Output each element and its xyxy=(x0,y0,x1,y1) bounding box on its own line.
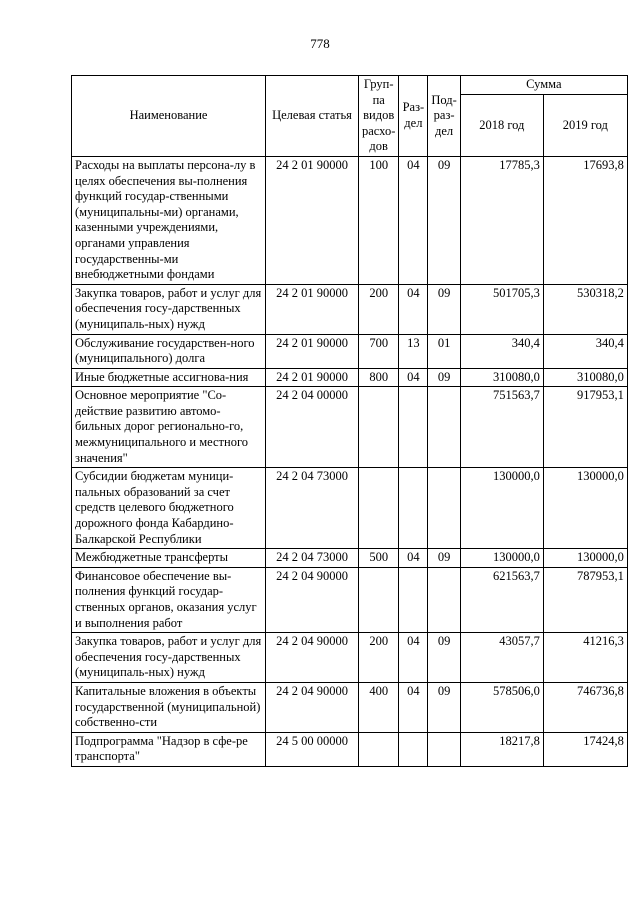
row-name-cell: Финансовое обеспечение вы-полнения функций государ-ственных органов, оказания услуг и выполнения работ xyxy=(72,567,266,632)
row-2019-cell: 787953,1 xyxy=(543,567,627,632)
row-target-cell: 24 2 01 90000 xyxy=(266,156,359,284)
table-row xyxy=(72,387,628,468)
row-2019-cell: 746736,8 xyxy=(543,682,627,732)
row-2019-cell: 130000,0 xyxy=(543,468,627,549)
header-section: Раз-дел xyxy=(399,76,428,157)
header-sum: Сумма xyxy=(460,76,627,95)
table-row xyxy=(72,334,628,368)
row-2018-cell: 340,4 xyxy=(460,334,543,368)
row-section-cell: 04 xyxy=(399,284,428,334)
header-target-article: Целевая статья xyxy=(266,76,359,157)
table-row xyxy=(72,468,628,549)
row-target-cell: 24 2 04 00000 xyxy=(266,387,359,468)
row-2018-cell: 501705,3 xyxy=(460,284,543,334)
table-row xyxy=(72,284,628,334)
header-name: Наименование xyxy=(72,76,266,157)
row-name-cell: Основное мероприятие "Со-действие развитию автомо-бильных дорог регионально-го, межмуниципального и местного значения" xyxy=(72,387,266,468)
row-section-cell: 04 xyxy=(399,156,428,284)
row-section-cell: 13 xyxy=(399,334,428,368)
row-2018-cell: 621563,7 xyxy=(460,567,543,632)
row-subsection-cell: 09 xyxy=(428,156,460,284)
row-name-cell: Подпрограмма "Надзор в сфе-ре транспорта" xyxy=(72,732,266,766)
row-target-cell: 24 2 04 90000 xyxy=(266,682,359,732)
row-name-cell: Обслуживание государствен-ного (муниципального) долга xyxy=(72,334,266,368)
row-group-cell: 200 xyxy=(359,633,399,683)
row-target-cell: 24 2 01 90000 xyxy=(266,368,359,387)
row-target-cell: 24 2 01 90000 xyxy=(266,334,359,368)
row-group-cell: 200 xyxy=(359,284,399,334)
row-target-cell: 24 2 04 90000 xyxy=(266,567,359,632)
row-target-cell: 24 2 04 90000 xyxy=(266,633,359,683)
budget-table xyxy=(71,75,628,767)
row-2018-cell: 17785,3 xyxy=(460,156,543,284)
row-group-cell: 100 xyxy=(359,156,399,284)
header-year-2019: 2019 год xyxy=(543,95,627,157)
row-2019-cell: 130000,0 xyxy=(543,549,627,568)
table-row xyxy=(72,567,628,632)
table-row xyxy=(72,549,628,568)
row-name-cell: Закупка товаров, работ и услуг для обеспечения госу-дарственных (муниципаль-ных) нужд xyxy=(72,284,266,334)
row-group-cell: 400 xyxy=(359,682,399,732)
row-section-cell xyxy=(399,732,428,766)
row-subsection-cell: 01 xyxy=(428,334,460,368)
row-name-cell: Субсидии бюджетам муници-пальных образований за счет средств целевого бюджетного дорожного фонда Кабардино-Балкарской Республики xyxy=(72,468,266,549)
row-subsection-cell: 09 xyxy=(428,633,460,683)
row-section-cell: 04 xyxy=(399,682,428,732)
row-section-cell: 04 xyxy=(399,549,428,568)
row-2019-cell: 17693,8 xyxy=(543,156,627,284)
row-name-cell: Капитальные вложения в объекты государственной (муниципальной) собственно-сти xyxy=(72,682,266,732)
row-target-cell: 24 2 04 73000 xyxy=(266,549,359,568)
row-subsection-cell: 09 xyxy=(428,368,460,387)
row-2018-cell: 18217,8 xyxy=(460,732,543,766)
row-2018-cell: 751563,7 xyxy=(460,387,543,468)
row-group-cell xyxy=(359,468,399,549)
row-subsection-cell xyxy=(428,732,460,766)
row-name-cell: Межбюджетные трансферты xyxy=(72,549,266,568)
row-subsection-cell xyxy=(428,387,460,468)
row-2019-cell: 41216,3 xyxy=(543,633,627,683)
row-subsection-cell: 09 xyxy=(428,682,460,732)
row-subsection-cell xyxy=(428,468,460,549)
row-group-cell: 500 xyxy=(359,549,399,568)
row-name-cell: Иные бюджетные ассигнова-ния xyxy=(72,368,266,387)
row-2019-cell: 340,4 xyxy=(543,334,627,368)
header-year-2018: 2018 год xyxy=(460,95,543,157)
row-group-cell xyxy=(359,732,399,766)
table-row xyxy=(72,732,628,766)
table-row xyxy=(72,156,628,284)
row-group-cell: 700 xyxy=(359,334,399,368)
table-row xyxy=(72,682,628,732)
row-target-cell: 24 2 01 90000 xyxy=(266,284,359,334)
row-section-cell: 04 xyxy=(399,368,428,387)
header-subsection: Под-раз-дел xyxy=(428,76,460,157)
row-group-cell: 800 xyxy=(359,368,399,387)
row-2018-cell: 130000,0 xyxy=(460,468,543,549)
table-row xyxy=(72,633,628,683)
row-2019-cell: 917953,1 xyxy=(543,387,627,468)
row-2018-cell: 310080,0 xyxy=(460,368,543,387)
header-expense-group: Груп-па видов расхо-дов xyxy=(359,76,399,157)
row-group-cell xyxy=(359,567,399,632)
row-group-cell xyxy=(359,387,399,468)
row-section-cell xyxy=(399,387,428,468)
row-section-cell xyxy=(399,468,428,549)
row-2018-cell: 130000,0 xyxy=(460,549,543,568)
table-row xyxy=(72,368,628,387)
row-2018-cell: 43057,7 xyxy=(460,633,543,683)
row-name-cell: Закупка товаров, работ и услуг для обеспечения госу-дарственных (муниципаль-ных) нужд xyxy=(72,633,266,683)
row-2019-cell: 530318,2 xyxy=(543,284,627,334)
row-target-cell: 24 5 00 00000 xyxy=(266,732,359,766)
row-target-cell: 24 2 04 73000 xyxy=(266,468,359,549)
row-2019-cell: 310080,0 xyxy=(543,368,627,387)
row-2018-cell: 578506,0 xyxy=(460,682,543,732)
page-number: 778 xyxy=(310,36,330,51)
row-subsection-cell xyxy=(428,567,460,632)
row-2019-cell: 17424,8 xyxy=(543,732,627,766)
row-section-cell xyxy=(399,567,428,632)
row-name-cell: Расходы на выплаты персона-лу в целях обеспечения вы-полнения функций государ-ственными (муниципальны-ми) органами, казенными учреждениями, органами управления государственны-ми внебюджетными фондами xyxy=(72,156,266,284)
row-subsection-cell: 09 xyxy=(428,284,460,334)
row-subsection-cell: 09 xyxy=(428,549,460,568)
row-section-cell: 04 xyxy=(399,633,428,683)
